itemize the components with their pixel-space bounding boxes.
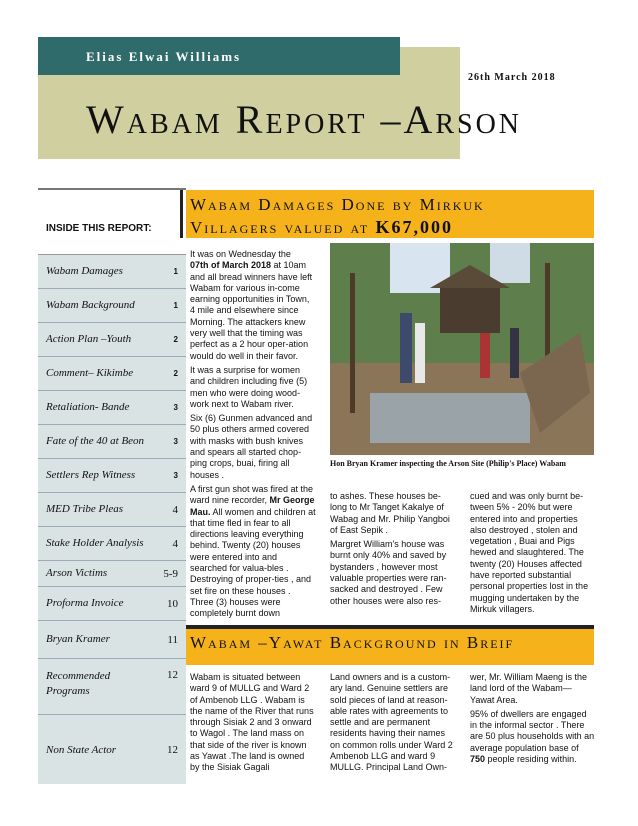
- toc-item[interactable]: [38, 561, 186, 587]
- text: A first gun shot was fired at the ward nine recorder,: [190, 483, 314, 506]
- person-name: Mr George Mau.: [190, 495, 315, 517]
- page-title: Wabam Report –Arson: [86, 97, 523, 142]
- paragraph: wer, Mr. William Maeng is the land lord of the Wabam—Yawat Area.: [470, 672, 588, 705]
- toc-page: 4: [172, 503, 178, 516]
- heading-edge-rule: [180, 190, 183, 238]
- toc-label: Wabam Background: [46, 299, 135, 312]
- toc-page: 12: [167, 744, 178, 756]
- toc-page: 12: [167, 669, 178, 681]
- paragraph: Margret William's house was burnt only 40% and saved by bystanders , however most valuable properties were ran-sacked and destroyed . Few other houses were also res-: [330, 539, 447, 606]
- paragraph: Land owners and is a custom-ary land. Genuine settlers are sold pieces of land at reason-able rates with agreements to settle and are permanent residents having their names on common rolls under Ward 2 Ambenob LLG and ward 9 MULLG. Principal Land Own-: [330, 672, 453, 773]
- text: All women and children at that time fled in fear to all directions leaving everything behind. Twenty (20) houses were entered into and searched for valua-bles . Destroying of proper-ties , and set fire on these houses . Three (3) houses were completely burnt down: [190, 506, 316, 619]
- paragraph: [190, 484, 316, 620]
- toc-item[interactable]: [38, 715, 186, 785]
- toc-page: 1: [173, 267, 178, 276]
- paragraph: Six (6) Gunmen advanced and 50 plus others armed covered with masks with bush knives and spears all started chop-ping crops, buai, firing all houses .: [190, 413, 313, 480]
- text: people residing within.: [485, 754, 577, 765]
- toc-label: Action Plan –Youth: [46, 333, 132, 346]
- toc-page: 1: [173, 301, 178, 310]
- background-column-3: [470, 672, 596, 768]
- article-column-3: [470, 491, 596, 618]
- background-heading: Wabam –Yawat Background in Breif: [190, 633, 515, 652]
- toc-page: 10: [167, 597, 178, 610]
- sidebar-top-rule: [38, 188, 186, 190]
- damage-amount: K67,000: [375, 217, 453, 237]
- incident-date: 07th of March 2018: [190, 260, 272, 271]
- toc-label: Retaliation- Bande: [46, 401, 130, 414]
- toc-item[interactable]: [38, 255, 186, 289]
- toc-label: Bryan Kramer: [46, 633, 110, 646]
- toc-label: Settlers Rep Witness: [46, 469, 136, 482]
- heading-text: Villagers valued at: [190, 218, 376, 237]
- paragraph: to ashes. These houses be-long to Mr Tanget Kakalye of Wabag and Mr. Philip Yangboi of East Sepik .: [330, 491, 450, 535]
- toc-page: 3: [173, 471, 178, 480]
- toc-label: Recommended Programs: [46, 670, 111, 697]
- toc-page: 4: [172, 537, 178, 550]
- toc-item[interactable]: [38, 659, 186, 715]
- paragraph: [470, 709, 596, 765]
- toc-page: 5-9: [163, 567, 178, 580]
- table-of-contents: [38, 254, 186, 784]
- toc-item[interactable]: [38, 357, 186, 391]
- article-column-2: [330, 491, 456, 610]
- report-date: 26th March 2018: [468, 72, 556, 83]
- toc-label: MED Tribe Pleas: [46, 503, 123, 516]
- author-name: Elias Elwai Williams: [86, 49, 242, 64]
- toc-item[interactable]: [38, 425, 186, 459]
- toc-item[interactable]: [38, 621, 186, 659]
- toc-label: Non State Actor: [46, 743, 117, 756]
- toc-item[interactable]: [38, 493, 186, 527]
- background-column-1: [190, 672, 316, 777]
- article-heading-line1: Wabam Damages Done by Mirkuk: [190, 195, 485, 214]
- population-count: 750: [470, 754, 486, 765]
- heading-top-rule: [186, 625, 594, 629]
- toc-label: Arson Victims: [46, 567, 108, 580]
- text: at 10am and all bread winners have left Wabam for various in-come earning opportunities in Town, 4 mile and elsewhere since Morning. The attackers knew very well that the timing was perfect as a 2 hour oper-ation would do well in their favor.: [190, 260, 313, 361]
- background-column-2: [330, 672, 456, 777]
- toc-label: Stake Holder Analysis: [46, 537, 144, 550]
- toc-page: 2: [173, 335, 178, 344]
- toc-page: 3: [173, 437, 178, 446]
- toc-item[interactable]: [38, 587, 186, 621]
- article-heading: [190, 193, 590, 239]
- photo-caption: Hon Bryan Kramer inspecting the Arson Site (Philip's Place) Wabam: [330, 459, 566, 468]
- paragraph: Wabam is situated between ward 9 of MULLG and Ward 2 of Ambenob LLG . Wabam is the name of the River that runs through Sisiak 2 and 3 onward to Wagol . The land mass on that side of the river is known as Yawat .The land is owned by the Sisiak Gagali: [190, 672, 314, 773]
- toc-item[interactable]: [38, 527, 186, 561]
- toc-item[interactable]: [38, 459, 186, 493]
- paragraph: cued and was only burnt be-tween 5% - 20% but were entered into and properties also destroyed , stolen and vegetation , Buai and Pigs hewed and slaughtered. The twenty (20) Houses affected have reported substantial personal properties lost in the mugging undertaken by the Mirkuk villagers.: [470, 491, 589, 614]
- sidebar-heading: INSIDE THIS REPORT:: [46, 223, 152, 234]
- photo-illustration: [330, 243, 594, 455]
- arson-site-photo: [330, 243, 594, 455]
- toc-item[interactable]: [38, 391, 186, 425]
- article-column-1: [190, 249, 316, 623]
- paragraph: [190, 249, 316, 362]
- toc-label: Wabam Damages: [46, 265, 123, 278]
- toc-item[interactable]: [38, 289, 186, 323]
- text: 95% of dwellers are engaged in the informal sector . There are 50 plus households with an average population base of: [470, 708, 595, 753]
- toc-label: Fate of the 40 at Beon: [46, 435, 145, 448]
- toc-label: Proforma Invoice: [46, 597, 124, 610]
- toc-page: 3: [173, 403, 178, 412]
- toc-page: 2: [173, 369, 178, 378]
- article-heading-line2: [190, 216, 590, 239]
- toc-page: 11: [167, 633, 178, 646]
- paragraph: It was a surprise for women and children including five (5) men who were doing wood-work next to Wabam river.: [190, 364, 308, 409]
- toc-label: Comment– Kikimbe: [46, 367, 134, 380]
- toc-item[interactable]: [38, 323, 186, 357]
- text: It was on Wednesday the: [190, 249, 291, 259]
